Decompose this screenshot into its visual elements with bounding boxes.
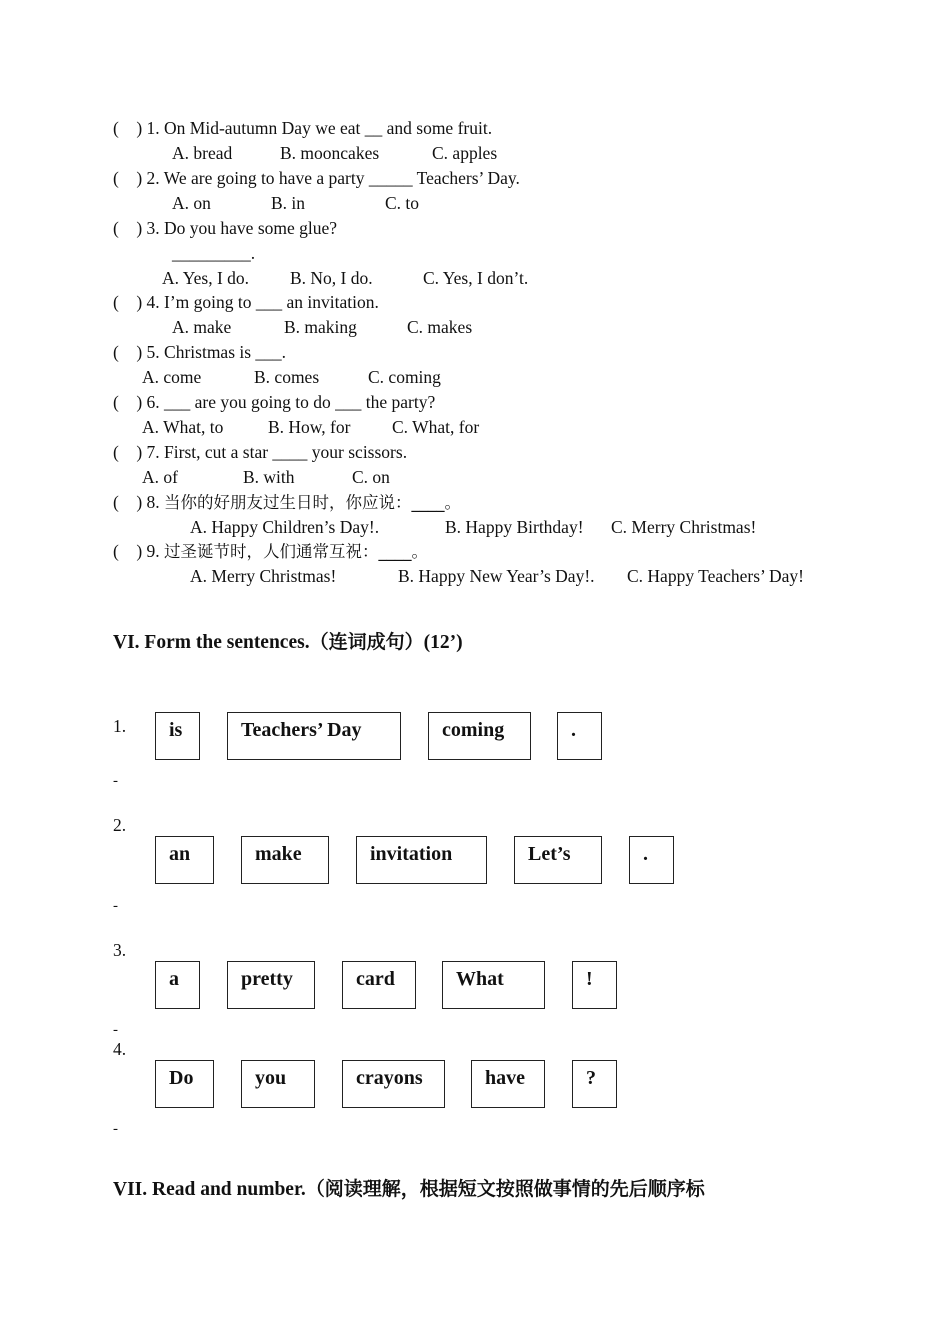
q1-option-c: C. apples bbox=[432, 143, 498, 163]
question-8 bbox=[113, 492, 461, 513]
word-card: invitation bbox=[356, 836, 487, 884]
q7-option-c: C. on bbox=[352, 467, 390, 487]
item-3-number: 3. bbox=[113, 940, 127, 960]
word-card: have bbox=[471, 1060, 545, 1108]
word-card: make bbox=[241, 836, 329, 884]
q9-text: 过圣诞节时，人们通常互祝：____。 bbox=[164, 542, 429, 561]
question-5: ( ) 5. Christmas is ___. bbox=[113, 342, 287, 362]
answer-line: - bbox=[113, 1121, 118, 1137]
q3-option-c: C. Yes, I don’t. bbox=[423, 268, 529, 288]
section-6-points: (12’) bbox=[423, 632, 463, 653]
question-1: ( ) 1. On Mid-autumn Day we eat __ and some fruit. bbox=[113, 118, 493, 138]
q7-option-b: B. with bbox=[243, 467, 295, 487]
word-card: . bbox=[629, 836, 674, 884]
q5-option-b: B. comes bbox=[254, 367, 320, 387]
q2-option-c: C. to bbox=[385, 193, 420, 213]
q5-option-a: A. come bbox=[142, 367, 202, 387]
word-card: crayons bbox=[342, 1060, 445, 1108]
item-4-number: 4. bbox=[113, 1039, 127, 1059]
q8-prefix: ( ) 8. bbox=[113, 492, 165, 512]
q6-option-b: B. How, for bbox=[268, 417, 351, 437]
question-7: ( ) 7. First, cut a star ____ your scissors. bbox=[113, 442, 408, 462]
word-card: pretty bbox=[227, 961, 315, 1009]
word-card: . bbox=[557, 712, 602, 760]
q4-option-a: A. make bbox=[172, 317, 232, 337]
word-card: What bbox=[442, 961, 545, 1009]
question-4: ( ) 4. I’m going to ___ an invitation. bbox=[113, 292, 379, 312]
q8-option-a: A. Happy Children’s Day!. bbox=[190, 517, 380, 537]
section-7-title-cjk: （阅读理解，根据短文按照做事情的先后顺序标 bbox=[305, 1178, 705, 1200]
word-card: Teachers’ Day bbox=[227, 712, 401, 760]
word-card: a bbox=[155, 961, 200, 1009]
q9-option-a: A. Merry Christmas! bbox=[190, 566, 337, 586]
q2-option-a: A. on bbox=[172, 193, 211, 213]
q1-option-b: B. mooncakes bbox=[280, 143, 380, 163]
q7-option-a: A. of bbox=[142, 467, 178, 487]
section-7-heading bbox=[113, 1174, 705, 1201]
q1-option-a: A. bread bbox=[172, 143, 233, 163]
question-9 bbox=[113, 541, 428, 562]
item-2-number: 2. bbox=[113, 815, 127, 835]
q3-option-b: B. No, I do. bbox=[290, 268, 373, 288]
q9-prefix: ( ) 9. bbox=[113, 541, 165, 561]
q9-option-b: B. Happy New Year’s Day!. bbox=[398, 566, 595, 586]
word-card: you bbox=[241, 1060, 315, 1108]
section-6-title: VI. Form the sentences. bbox=[113, 632, 310, 653]
section-6-heading bbox=[113, 627, 463, 654]
section-6-title-cjk: （连词成句） bbox=[309, 631, 424, 653]
question-6: ( ) 6. ___ are you going to do ___ the party? bbox=[113, 392, 436, 412]
q8-option-b: B. Happy Birthday! bbox=[445, 517, 584, 537]
question-3: ( ) 3. Do you have some glue? bbox=[113, 218, 338, 238]
word-card: card bbox=[342, 961, 416, 1009]
q6-option-a: A. What, to bbox=[142, 417, 224, 437]
q3-answer-blank: _________. bbox=[172, 243, 256, 263]
answer-line: - bbox=[113, 773, 118, 789]
word-card: is bbox=[155, 712, 200, 760]
answer-line: - bbox=[113, 1022, 118, 1038]
q2-option-b: B. in bbox=[271, 193, 306, 213]
q9-option-c: C. Happy Teachers’ Day! bbox=[627, 566, 804, 586]
word-card: an bbox=[155, 836, 214, 884]
section-7-title: VII. Read and number. bbox=[113, 1179, 306, 1200]
q3-option-a: A. Yes, I do. bbox=[162, 268, 250, 288]
answer-line: - bbox=[113, 898, 118, 914]
q5-option-c: C. coming bbox=[368, 367, 441, 387]
word-card: Do bbox=[155, 1060, 214, 1108]
word-card: Let’s bbox=[514, 836, 602, 884]
question-2: ( ) 2. We are going to have a party _____ Teachers’ Day. bbox=[113, 168, 520, 188]
q4-option-b: B. making bbox=[284, 317, 357, 337]
item-1-number: 1. bbox=[113, 716, 127, 736]
q8-text: 当你的好朋友过生日时，你应说：____。 bbox=[164, 493, 462, 512]
q6-option-c: C. What, for bbox=[392, 417, 480, 437]
word-card: ! bbox=[572, 961, 617, 1009]
q4-option-c: C. makes bbox=[407, 317, 473, 337]
word-card: coming bbox=[428, 712, 531, 760]
word-card: ? bbox=[572, 1060, 617, 1108]
q8-option-c: C. Merry Christmas! bbox=[611, 517, 757, 537]
